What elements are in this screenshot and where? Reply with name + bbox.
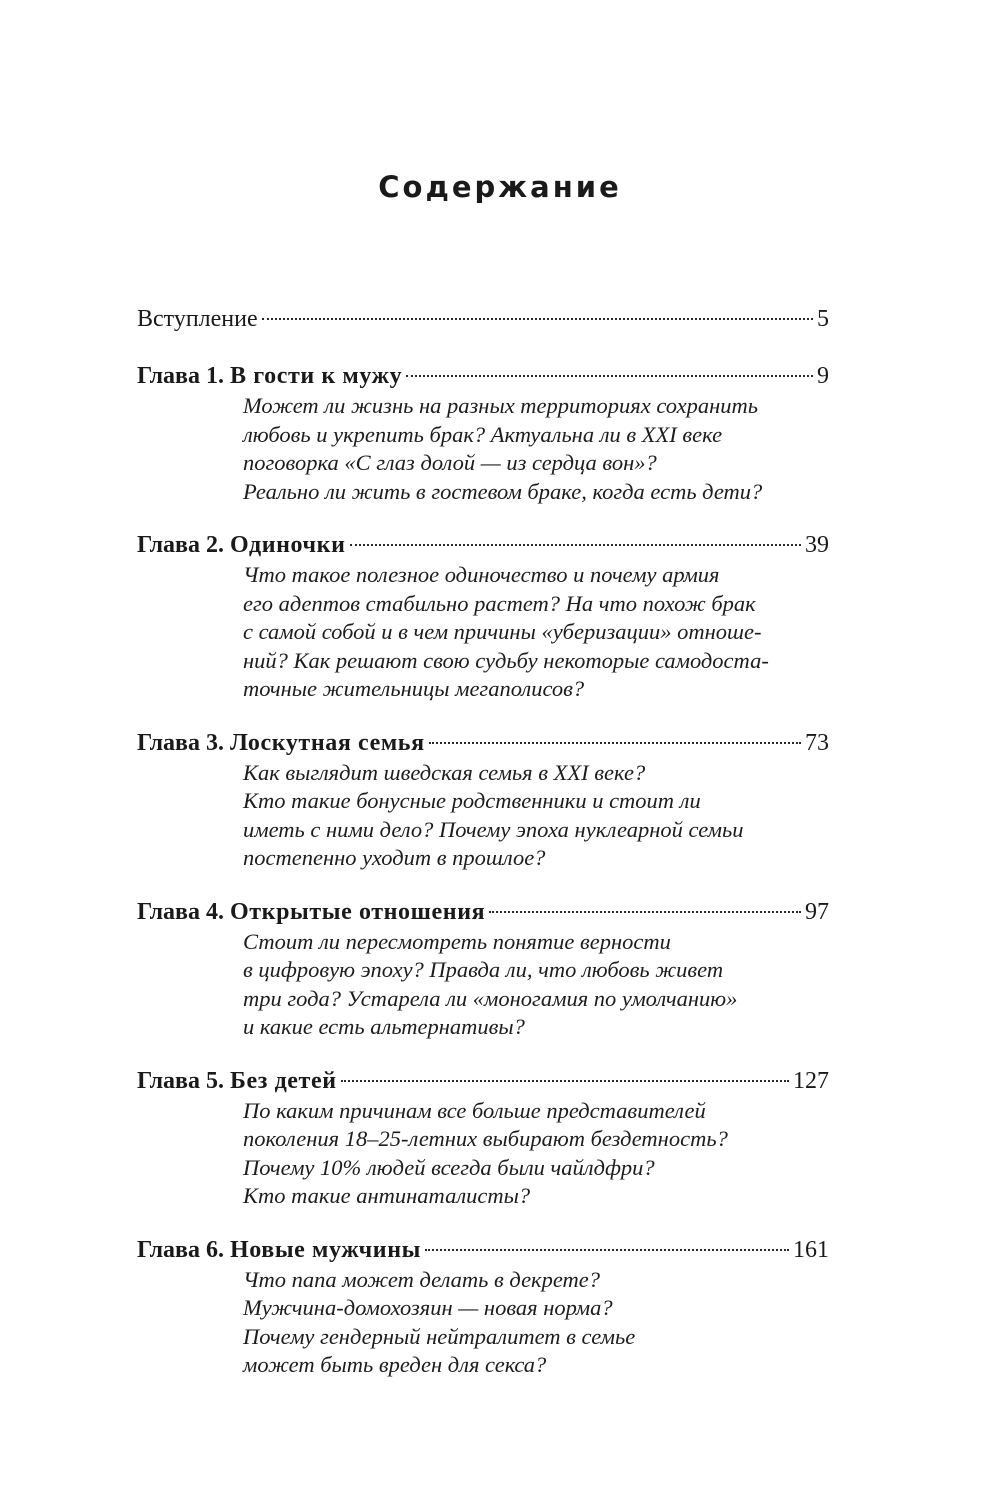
chapter-label — [137, 1065, 337, 1097]
chapter-page-number: 161 — [793, 1236, 829, 1263]
toc-entry-chapter-1 — [137, 357, 829, 506]
chapter-title: Открытые отношения — [230, 898, 486, 925]
description-line: Почему гендерный нейтралитет в семье — [243, 1323, 636, 1349]
chapter-label — [137, 727, 425, 759]
dot-leader — [489, 887, 801, 913]
description-line: Что такое полезное одиночество и почему армия — [243, 562, 720, 587]
description-line: три года? Устарела ли «моногамия по умолчанию» — [243, 985, 738, 1011]
description-line: Стоит ли пересмотреть понятие верности — [243, 928, 671, 954]
description-line: постепенно уходит в прошлое? — [243, 845, 546, 870]
description-line: поговорка «С глаз долой — из сердца вон»? — [243, 450, 657, 475]
dot-leader — [350, 520, 801, 546]
description-line: его адептов стабильно растет? На что похож брак — [243, 590, 756, 616]
dot-leader — [406, 351, 813, 377]
dot-leader — [262, 294, 813, 320]
chapter-heading — [137, 357, 829, 392]
toc-intro-label: Вступление — [137, 306, 258, 332]
chapter-description — [243, 759, 829, 873]
description-line: Что папа может делать в декрете? — [243, 1266, 601, 1292]
chapter-heading — [137, 1231, 829, 1266]
chapter-page-number: 97 — [805, 898, 829, 925]
dot-leader — [341, 1056, 789, 1082]
description-line: и какие есть альтернативы? — [243, 1014, 525, 1039]
chapter-number: Глава 3. — [137, 729, 224, 756]
toc-entry-chapter-5 — [137, 1062, 829, 1211]
toc-entry-intro — [137, 300, 829, 335]
description-line: Как выглядит шведская семья в XXI веке? — [243, 759, 646, 785]
page-title: Содержание — [378, 170, 622, 204]
chapter-page-number: 9 — [817, 363, 829, 389]
description-line: Может ли жизнь на разных территориях сохранить — [243, 393, 758, 418]
chapter-label — [137, 360, 402, 392]
chapter-number: Глава 6. — [137, 1236, 224, 1263]
dot-leader — [425, 1225, 789, 1251]
chapter-heading — [137, 526, 829, 561]
description-line: Мужчина-домохозяин — новая норма? — [243, 1295, 613, 1320]
description-line: Почему 10% людей всегда были чайлдфри? — [243, 1154, 655, 1180]
description-line: поколения 18–25-летних выбирают бездетность? — [243, 1126, 728, 1151]
dot-leader — [429, 718, 801, 744]
table-of-contents — [137, 300, 829, 1400]
chapter-title: Одиночки — [230, 532, 346, 558]
chapter-heading — [137, 893, 829, 928]
chapter-label — [137, 1234, 421, 1266]
chapter-description — [243, 392, 829, 506]
chapter-page-number: 127 — [793, 1067, 829, 1094]
chapter-heading — [137, 724, 829, 759]
chapter-page-number: 39 — [805, 532, 829, 558]
chapter-description — [243, 928, 829, 1042]
description-line: ний? Как решают свою судьбу некоторые самодоста- — [243, 647, 769, 673]
description-line: Кто такие антинаталисты? — [243, 1183, 531, 1208]
chapter-label — [137, 529, 346, 561]
chapter-page-number: 73 — [805, 729, 829, 756]
chapter-description — [243, 1266, 829, 1380]
chapter-heading — [137, 1062, 829, 1097]
description-line: Реально ли жить в гостевом браке, когда есть дети? — [243, 478, 763, 504]
toc-intro-page: 5 — [817, 306, 829, 332]
chapter-title: Без детей — [230, 1067, 337, 1094]
chapter-number: Глава 1. — [137, 363, 224, 389]
description-line: иметь с ними дело? Почему эпоха нуклеарной семьи — [243, 816, 744, 842]
description-line: По каким причинам все больше представителей — [243, 1097, 706, 1123]
description-line: точные жительницы мегаполисов? — [243, 676, 585, 701]
chapter-title: В гости к мужу — [230, 363, 403, 389]
toc-entry-chapter-2 — [137, 526, 829, 704]
description-line: в цифровую эпоху? Правда ли, что любовь живет — [243, 957, 724, 982]
toc-entry-chapter-3 — [137, 724, 829, 873]
description-line: может быть вреден для секса? — [243, 1352, 547, 1377]
description-line: Кто такие бонусные родственники и стоит ли — [243, 788, 701, 813]
chapter-number: Глава 5. — [137, 1067, 224, 1094]
toc-entry-chapter-4 — [137, 893, 829, 1042]
chapter-number: Глава 2. — [137, 532, 224, 558]
description-line: с самой собой и в чем причины «уберизации» отноше- — [243, 619, 762, 644]
chapter-title: Лоскутная семья — [230, 729, 425, 756]
description-line: любовь и укрепить брак? Актуальна ли в XXI веке — [243, 421, 723, 447]
chapter-description — [243, 1097, 829, 1211]
chapter-number: Глава 4. — [137, 898, 224, 925]
toc-entry-chapter-6 — [137, 1231, 829, 1380]
chapter-description — [243, 561, 829, 704]
chapter-title: Новые мужчины — [230, 1236, 421, 1263]
chapter-label — [137, 896, 485, 928]
